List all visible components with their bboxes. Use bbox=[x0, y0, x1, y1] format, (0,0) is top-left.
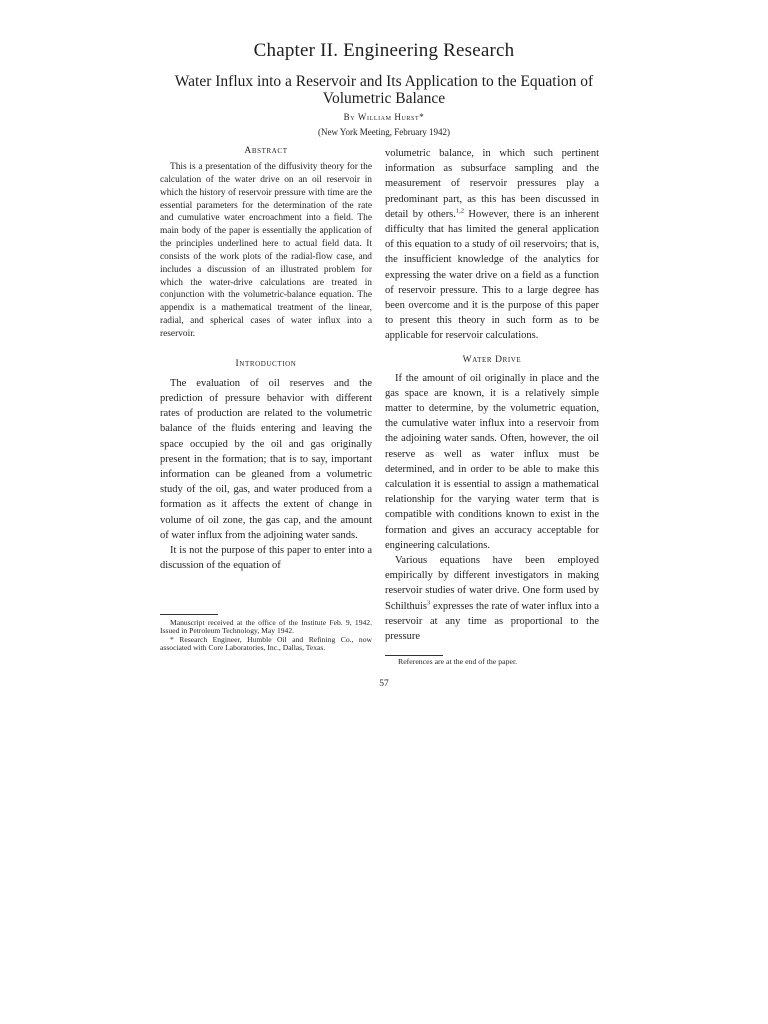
water-drive-paragraph-2 bbox=[385, 553, 599, 644]
water-drive-text-b: expresses the rate of water influx into a reservoir at any time as proportional to the pressure bbox=[385, 600, 599, 643]
footnote-rule-right bbox=[385, 655, 443, 656]
water-drive-paragraph-1: If the amount of oil originally in place and the gas space are known, it is a relatively simple matter to determine, by the volumetric equation, the cumulative water influx into a reservoir from the adjoining water sands. Often, however, the oil reserve as well as water influx must be determined, and in order to be able to make this calculation it is essential to assign a mathematical relationship for the varying water term that is compatible with conditions known to exist in the formation and gives an accuracy acceptable for engineering calculations. bbox=[385, 372, 599, 551]
continued-text-b: However, there is an inherent difficulty that has limited the general application of this equation to a study of oil reservoirs; that is, the insufficient knowledge of the analytics for expressing the water drive on a field as a function of reservoir pressure. This to a large degree has been overcome and it is the purpose of this paper to present this theory in such form as to be applicable for reservoir calculations. bbox=[385, 208, 599, 342]
right-column bbox=[385, 146, 599, 644]
references-note: References are at the end of the paper. bbox=[398, 657, 518, 666]
water-drive-heading: Water Drive bbox=[462, 354, 522, 365]
citation-superscript-3: 3 bbox=[427, 599, 431, 607]
continued-text-a: volumetric balance, in which such pertinent information as subsurface sampling and the measurement of reservoir pressures play a predominant part, as this has been discussed in detail by others. bbox=[385, 148, 599, 220]
left-column bbox=[160, 146, 372, 573]
footnote-author: * Research Engineer, Humble Oil and Refining Co., now associated with Core Laboratories, Inc., Dallas, Texas. bbox=[160, 634, 372, 653]
chapter-heading: Chapter II. Engineering Research bbox=[253, 40, 515, 61]
footnote-manuscript: Manuscript received at the office of the Institute Feb. 9, 1942. Issued in Petroleum Technology, May 1942. bbox=[160, 618, 372, 636]
continued-paragraph bbox=[385, 146, 599, 344]
intro-paragraph-2: It is not the purpose of this paper to enter into a discussion of the equation of bbox=[160, 545, 372, 572]
intro-paragraph-1: The evaluation of oil reserves and the prediction of pressure behavior with different rates of production are related to the volumetric balance of the fluids entering and leaving the space occupied by the oil and gas originally present in the formation; that is to say, important information can be gleaned from a volumetric study of the oil, gas, and water produced from a formation as it affects the extent of change in volume of oil zone, the gas cap, and the amount of water influx from the adjoining water sands. bbox=[160, 377, 372, 541]
abstract-heading: Abstract bbox=[244, 146, 288, 156]
footnotes bbox=[160, 619, 372, 653]
citation-superscript: 1,2 bbox=[455, 207, 465, 215]
author-byline: By William Hurst* bbox=[343, 112, 425, 122]
page-number: 57 bbox=[379, 679, 389, 689]
introduction-heading: Introduction bbox=[235, 358, 297, 369]
footnote-rule-left bbox=[160, 614, 218, 615]
water-drive-text-a: Various equations have been employed empirically by different investigators in making reservoir studies of water drive. One form used by Schilthuis bbox=[385, 555, 599, 612]
meeting-note: (New York Meeting, February 1942) bbox=[318, 127, 450, 137]
paper-title: Water Influx into a Reservoir and Its Application to the Equation of Volumetric Balance bbox=[174, 73, 594, 107]
abstract-text: This is a presentation of the diffusivity theory for the calculation of the water drive on an oil reservoir in which the history of reservoir pressure with time are the essential parameters for the determination of the rate and cumulative water encroachment into a field. The main body of the paper is essentially the application of the principles underlined here to actual field data. It consists of the work plots of the radial-flow case, and includes a discussion of an illustrated problem for which the water-drive calculations are treated in conjunction with the volumetric-balance equation. The appendix is a mathematical treatment of the linear, radial, and spherical cases of water influx into a reservoir. bbox=[160, 162, 372, 339]
